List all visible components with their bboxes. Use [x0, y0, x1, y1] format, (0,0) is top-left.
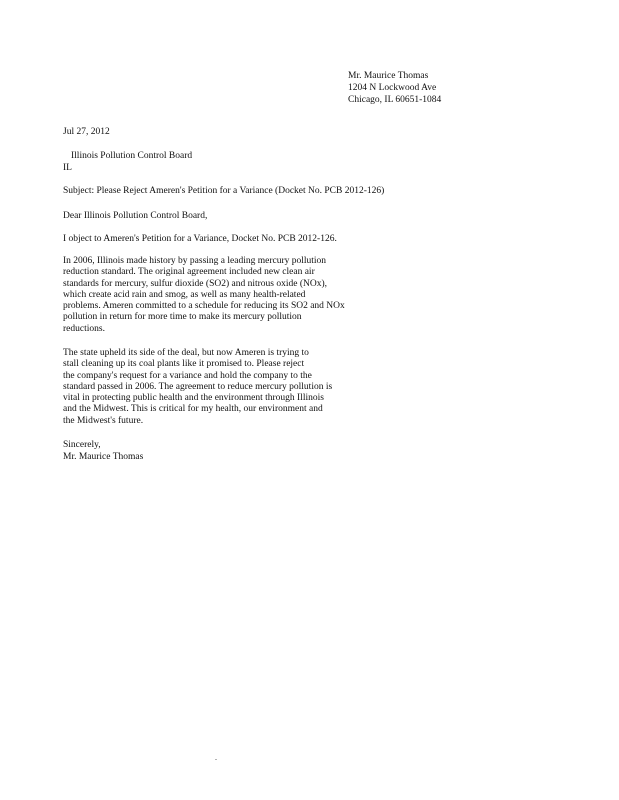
body-paragraph-1 [63, 256, 345, 335]
paragraph-line: the company's request for a variance and hold the company to the [63, 370, 312, 381]
letter-date: Jul 27, 2012 [63, 127, 110, 137]
paragraph-line: and the Midwest. This is critical for my health, our environment and [63, 404, 323, 415]
sender-city: Chicago, IL 60651-1084 [348, 95, 442, 105]
paragraph-line: vital in protecting public health and the environment through Illinois [63, 393, 324, 404]
subject-line: Subject: Please Reject Ameren's Petition for a Variance (Docket No. PCB 2012-126) [63, 186, 385, 196]
paragraph-line: In 2006, Illinois made history by passing a leading mercury pollution [63, 256, 327, 266]
signature-name: Mr. Maurice Thomas [63, 452, 144, 462]
paragraph-line: problems. Ameren committed to a schedule for reducing its SO2 and NOx [63, 301, 345, 312]
sender-street: 1204 N Lockwood Ave [348, 83, 437, 93]
paragraph-line: standard passed in 2006. The agreement to reduce mercury pollution is [63, 381, 333, 392]
recipient-block [63, 150, 192, 174]
paragraph-line: stall cleaning up its coal plants like it promised to. Please reject [63, 359, 305, 370]
salutation: Dear Illinois Pollution Control Board, [63, 211, 208, 221]
sender-name: Mr. Maurice Thomas [348, 71, 429, 81]
paragraph-line: the Midwest's future. [63, 415, 144, 426]
paragraph-line: reductions. [63, 323, 105, 334]
paragraph-line: standards for mercury, sulfur dioxide (SO2) and nitrous oxide (NOx), [63, 278, 328, 289]
recipient-state: IL [63, 163, 72, 173]
paragraph-line: The state upheld its side of the deal, but now Ameren is trying to [63, 348, 309, 358]
objection-statement: I object to Ameren's Petition for a Variance, Docket No. PCB 2012-126. [63, 234, 337, 244]
sender-address-block [348, 70, 441, 106]
recipient-name: Illinois Pollution Control Board [71, 151, 193, 161]
body-paragraph-2 [63, 348, 332, 427]
paragraph-line: which create acid rain and smog, as well as many health-related [63, 289, 306, 300]
paragraph-line: reduction standard. The original agreement included new clean air [63, 267, 315, 278]
page-mark: . [215, 753, 217, 762]
paragraph-line: pollution in return for more time to make its mercury pollution [63, 312, 302, 323]
closing: Sincerely, [63, 440, 101, 450]
